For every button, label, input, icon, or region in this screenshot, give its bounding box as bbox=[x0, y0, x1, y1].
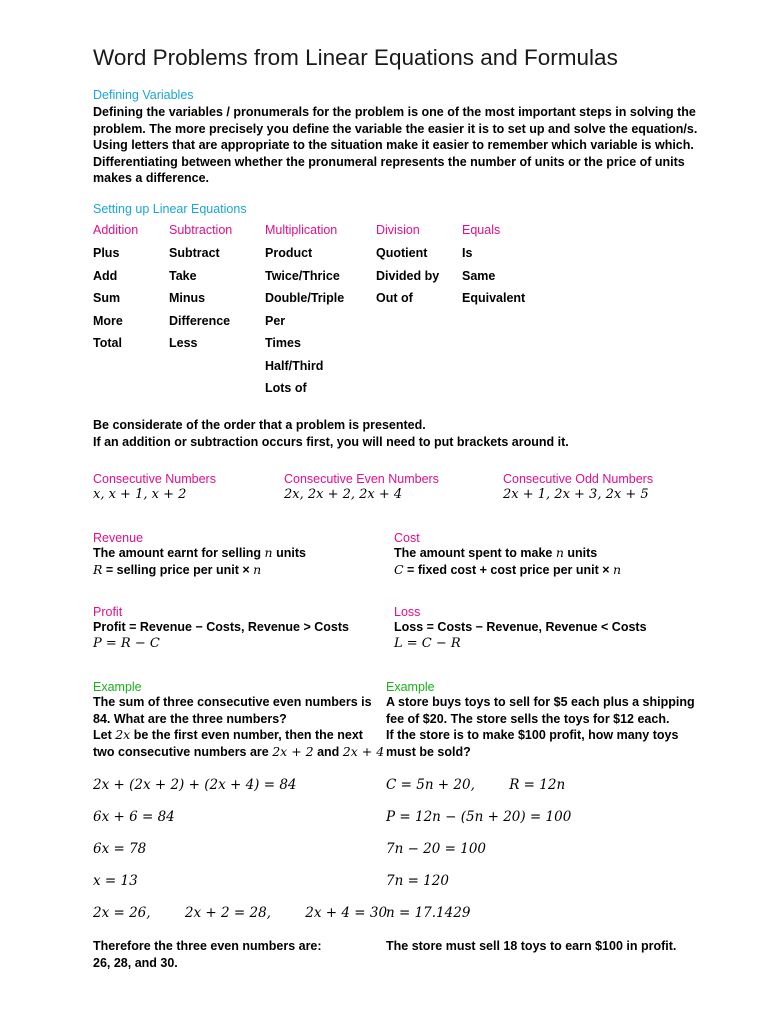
keyword: Per bbox=[265, 313, 286, 328]
loss-section bbox=[394, 605, 647, 651]
example1-step: x = 13 bbox=[93, 873, 138, 889]
consecutive-numbers bbox=[93, 472, 216, 502]
subtraction-header: Subtraction bbox=[169, 223, 233, 237]
order-note-line: Be considerate of the order that a problem is presented. bbox=[93, 418, 426, 432]
defining-line: makes a difference. bbox=[93, 171, 210, 185]
keyword: Subtract bbox=[169, 246, 220, 260]
loss-description: Loss = Costs − Revenue, Revenue < Costs bbox=[394, 620, 647, 634]
keyword: Times bbox=[265, 336, 301, 350]
example2-text-line: If the store is to make $100 profit, how many toys bbox=[386, 728, 679, 742]
keyword: Lots of bbox=[265, 381, 307, 395]
example2-text-line: A store buys toys to sell for $5 each plus a shipping bbox=[386, 695, 695, 709]
defining-variables-heading: Defining Variables bbox=[93, 88, 194, 102]
division-column bbox=[376, 223, 439, 314]
consecutive-even-heading: Consecutive Even Numbers bbox=[284, 472, 439, 486]
example1-let-line: Let 2x be the first even number, then the next bbox=[93, 727, 363, 742]
example1-next-line: two consecutive numbers are 2x + 2 and 2x + 4 bbox=[93, 743, 385, 759]
example2-step: P = 12n − (5n + 20) = 100 bbox=[386, 809, 572, 825]
example1-step: 6x = 78 bbox=[93, 841, 147, 857]
keyword: Add bbox=[93, 268, 118, 283]
keyword: Out of bbox=[376, 291, 413, 305]
consecutive-even-expr: 2x, 2x + 2, 2x + 4 bbox=[284, 487, 403, 502]
profit-description: Profit = Revenue − Costs, Revenue > Costs bbox=[93, 620, 349, 634]
example1-conclusion-line: Therefore the three even numbers are: bbox=[93, 939, 322, 953]
keyword: Total bbox=[93, 336, 122, 350]
keyword: Twice/Thrice bbox=[265, 268, 340, 283]
keyword: Difference bbox=[169, 313, 231, 328]
keyword: Plus bbox=[93, 246, 120, 260]
setup-heading: Setting up Linear Equations bbox=[93, 202, 247, 216]
example2-text-line: fee of $20. The store sells the toys for $12 each. bbox=[386, 711, 670, 726]
consecutive-numbers-expr: x, x + 1, x + 2 bbox=[93, 487, 187, 502]
example1-step: 2x = 26, 2x + 2 = 28, 2x + 4 = 30 bbox=[93, 905, 388, 921]
addition-column bbox=[93, 223, 138, 359]
keyword: Same bbox=[462, 268, 496, 283]
defining-line: problem. The more precisely you define the variable the easier it is to set up and solve the equation/s. bbox=[93, 121, 698, 136]
keyword: Less bbox=[169, 336, 198, 350]
loss-heading: Loss bbox=[394, 605, 421, 619]
keyword: Is bbox=[462, 246, 473, 260]
equals-header: Equals bbox=[462, 223, 501, 237]
example2-conclusion: The store must sell 18 toys to earn $100 in profit. bbox=[386, 939, 677, 953]
example2-section bbox=[386, 680, 695, 760]
defining-line: Using letters that are appropriate to the situation make it easier to remember which variable is which. bbox=[93, 138, 694, 152]
keyword: Take bbox=[169, 268, 197, 283]
consecutive-even-numbers bbox=[284, 472, 439, 502]
example1-heading: Example bbox=[93, 680, 142, 694]
example1-conclusion bbox=[93, 938, 322, 971]
example2-text-line: must be sold? bbox=[386, 744, 471, 759]
example1-conclusion-line: 26, 28, and 30. bbox=[93, 955, 178, 970]
keyword: Double/Triple bbox=[265, 291, 345, 305]
keyword: Half/Third bbox=[265, 358, 324, 373]
example2-step: 7n − 20 = 100 bbox=[386, 841, 487, 857]
multiplication-column bbox=[265, 223, 344, 404]
consecutive-odd-heading: Consecutive Odd Numbers bbox=[503, 472, 654, 486]
example2-step: n = 17.1429 bbox=[386, 905, 471, 921]
revenue-formula: R = selling price per unit × n bbox=[93, 561, 262, 577]
example1-section bbox=[93, 680, 384, 760]
consecutive-numbers-heading: Consecutive Numbers bbox=[93, 472, 216, 486]
consecutive-odd-expr: 2x + 1, 2x + 3, 2x + 5 bbox=[503, 487, 649, 502]
page-title: Word Problems from Linear Equations and Formulas bbox=[93, 45, 618, 70]
multiplication-header: Multiplication bbox=[265, 223, 338, 237]
subtraction-column bbox=[169, 223, 232, 359]
example2-step: 7n = 120 bbox=[386, 873, 449, 889]
keyword: Sum bbox=[93, 291, 121, 305]
example1-text-line: 84. What are the three numbers? bbox=[93, 711, 287, 726]
cost-heading: Cost bbox=[394, 531, 420, 545]
revenue-heading: Revenue bbox=[93, 531, 144, 545]
example1-text-line: The sum of three consecutive even numbers is bbox=[93, 695, 372, 709]
division-header: Division bbox=[376, 223, 420, 237]
order-note bbox=[93, 417, 569, 450]
order-note-line: If an addition or subtraction occurs first, you will need to put brackets around it. bbox=[93, 434, 569, 449]
cost-description: The amount spent to make n units bbox=[394, 545, 598, 560]
keyword: Divided by bbox=[376, 268, 440, 283]
defining-line: Differentiating between whether the pronumeral represents the number of units or the price of units bbox=[93, 154, 685, 169]
example2-step: C = 5n + 20, R = 12n bbox=[386, 777, 566, 793]
revenue-description: The amount earnt for selling n units bbox=[93, 545, 306, 560]
loss-formula: L = C − R bbox=[394, 635, 461, 651]
keyword: Minus bbox=[169, 291, 206, 305]
revenue-section bbox=[93, 531, 306, 578]
cost-formula: C = fixed cost + cost price per unit × n bbox=[394, 561, 622, 577]
equals-column bbox=[462, 223, 525, 314]
addition-header: Addition bbox=[93, 223, 139, 237]
defining-line: Defining the variables / pronumerals for the problem is one of the most important steps in solving the bbox=[93, 105, 696, 119]
keyword: More bbox=[93, 313, 123, 328]
profit-section bbox=[93, 605, 349, 651]
keyword: Product bbox=[265, 246, 313, 260]
profit-heading: Profit bbox=[93, 605, 123, 619]
defining-paragraph bbox=[93, 104, 697, 187]
keyword: Equivalent bbox=[462, 291, 526, 305]
keyword: Quotient bbox=[376, 246, 428, 260]
example2-heading: Example bbox=[386, 680, 435, 694]
profit-formula: P = R − C bbox=[93, 635, 160, 651]
cost-section bbox=[394, 531, 621, 578]
consecutive-odd-numbers bbox=[503, 472, 653, 502]
example1-step: 6x + 6 = 84 bbox=[93, 809, 175, 825]
example1-step: 2x + (2x + 2) + (2x + 4) = 84 bbox=[93, 777, 297, 793]
